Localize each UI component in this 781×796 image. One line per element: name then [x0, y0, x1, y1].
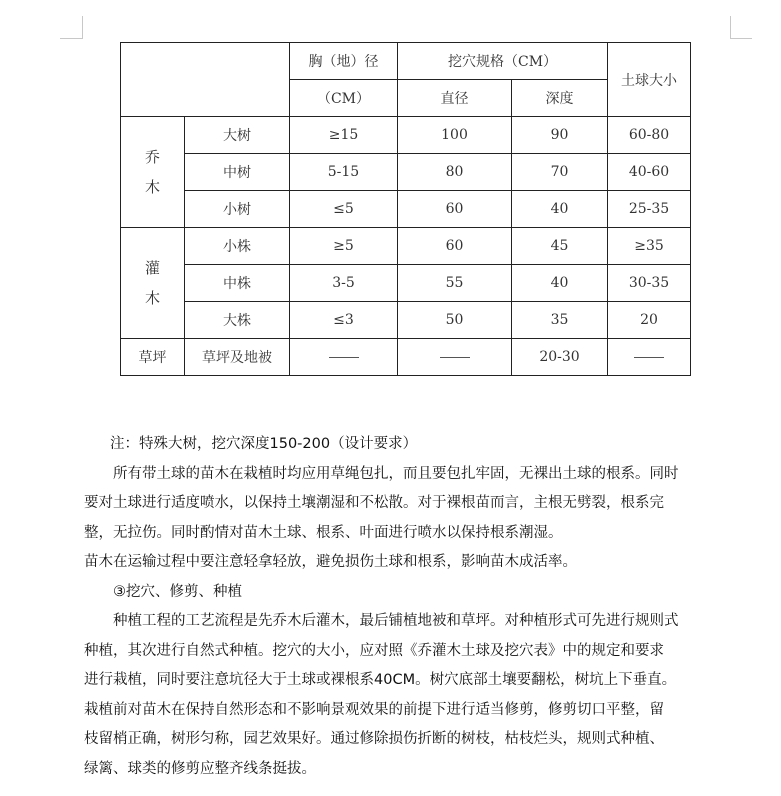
row-trunk: ≤3 — [290, 302, 398, 339]
row-depth: 20-30 — [512, 339, 608, 376]
row-diameter: 55 — [398, 265, 512, 302]
row-ball: 40-60 — [608, 154, 691, 191]
table-row — [121, 302, 691, 339]
category-cell-shrub — [121, 228, 185, 339]
table-row — [121, 265, 691, 302]
table-row-lawn — [121, 339, 691, 376]
row-name: 小树 — [185, 191, 290, 228]
paragraph-line: 种植，其次进行自然式种植。挖穴的大小，应对照《乔灌木土球及挖穴表》中的规定和要求 — [84, 642, 664, 659]
table-row — [121, 154, 691, 191]
row-depth: 35 — [512, 302, 608, 339]
header-trunk-unit: （CM） — [290, 80, 398, 117]
row-name: 中树 — [185, 154, 290, 191]
row-ball: ≥35 — [608, 228, 691, 265]
header-ball-size: 土球大小 — [608, 43, 691, 117]
header-empty-cell — [121, 43, 290, 117]
header-diameter: 直径 — [398, 80, 512, 117]
row-ball: 20 — [608, 302, 691, 339]
row-diameter: 100 — [398, 117, 512, 154]
table-note: 注：特殊大树，挖穴深度150-200（设计要求） — [110, 436, 418, 452]
paragraph-line: 进行栽植，同时要注意坑径大于土球或裸根系40CM。树穴底部土壤要翻松，树坑上下垂直。 — [84, 672, 677, 688]
paragraph-line: 种植工程的工艺流程是先乔木后灌木，最后铺植地被和草坪。对种植形式可先进行规则式 — [113, 613, 679, 629]
row-name: 中株 — [185, 265, 290, 302]
category-char: 木 — [144, 178, 160, 196]
paragraph-line: 枝留梢正确，树形匀称，园艺效果好。通过修除损伤折断的树枝，枯枝烂头，规则式种植、 — [84, 731, 664, 747]
row-trunk-dash — [290, 339, 398, 376]
category-cell-tree — [121, 117, 185, 228]
row-diameter-dash — [398, 339, 512, 376]
paragraph-line: 所有带土球的苗木在栽植时均应用草绳包扎，而且要包扎牢固，无裸出土球的根系。同时 — [113, 465, 679, 482]
crop-mark-top-right-h — [730, 38, 752, 39]
row-diameter: 60 — [398, 191, 512, 228]
paragraph-line: 绿篱、球类的修剪应整齐线条挺拔。 — [84, 760, 316, 777]
paragraph-line: 苗木在运输过程中要注意轻拿轻放，避免损伤土球和根系，影响苗木成活率。 — [84, 554, 577, 570]
row-ball: 25-35 — [608, 191, 691, 228]
row-ball: 30-35 — [608, 265, 691, 302]
row-ball-dash — [608, 339, 691, 376]
row-depth: 70 — [512, 154, 608, 191]
row-depth: 45 — [512, 228, 608, 265]
row-diameter: 60 — [398, 228, 512, 265]
header-depth: 深度 — [512, 80, 608, 117]
row-depth: 40 — [512, 265, 608, 302]
row-trunk: ≤5 — [290, 191, 398, 228]
row-trunk: 5-15 — [290, 154, 398, 191]
crop-mark-top-left-h — [60, 38, 82, 39]
table-row — [121, 117, 691, 154]
row-trunk: ≥5 — [290, 228, 398, 265]
planting-spec-table — [120, 42, 691, 376]
row-ball: 60-80 — [608, 117, 691, 154]
header-trunk-diameter: 胸（地）径 — [290, 43, 398, 80]
row-depth: 90 — [512, 117, 608, 154]
row-name: 大树 — [185, 117, 290, 154]
row-diameter: 80 — [398, 154, 512, 191]
paragraph-line: 栽植前对苗木在保持自然形态和不影响景观效果的前提下进行适当修剪，修剪切口平整，留 — [84, 701, 664, 718]
row-trunk: ≥15 — [290, 117, 398, 154]
table-row — [121, 191, 691, 228]
body-text — [84, 430, 734, 784]
table-row — [121, 228, 691, 265]
paragraph-line: 整，无拉伤。同时酌情对苗木土球、根系、叶面进行喷水以保持根系潮湿。 — [84, 524, 563, 541]
category-char: 灌 — [144, 259, 160, 277]
row-name: 小株 — [185, 228, 290, 265]
row-name: 大株 — [185, 302, 290, 339]
row-depth: 40 — [512, 191, 608, 228]
crop-mark-top-left-v — [82, 16, 83, 39]
paragraph-line: 要对土球进行适度喷水，以保持土壤潮湿和不松散。对于裸根苗而言，主根无劈裂，根系完 — [84, 495, 664, 511]
category-cell-lawn: 草坪 — [121, 339, 185, 376]
row-name: 草坪及地被 — [185, 339, 290, 376]
category-char: 乔 — [144, 148, 160, 166]
crop-mark-top-right-v — [730, 16, 731, 39]
header-row-1 — [121, 43, 691, 80]
row-diameter: 50 — [398, 302, 512, 339]
category-char: 木 — [144, 289, 160, 307]
section-heading: ③挖穴、修剪、种植 — [113, 583, 242, 600]
row-trunk: 3-5 — [290, 265, 398, 302]
header-dig-spec: 挖穴规格（CM） — [398, 43, 608, 80]
